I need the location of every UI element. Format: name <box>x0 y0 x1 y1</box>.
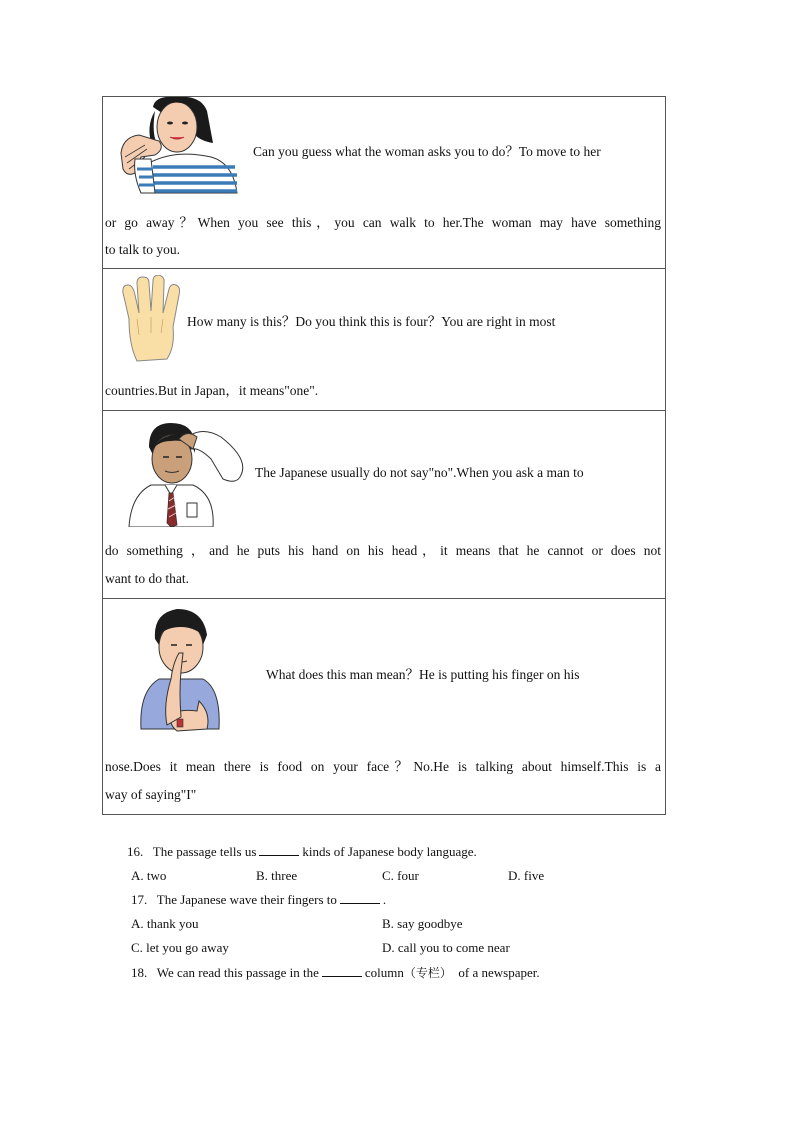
row-4-line-2: nose.Does it mean there is food on your face？No.He is talking about himself.This is a <box>105 759 661 774</box>
woman-gesture-illustration <box>115 97 241 197</box>
man-pointing-to-nose-illustration <box>137 605 223 743</box>
stem-text: of a newspaper. <box>458 965 540 980</box>
chinese-annotation: （专栏） <box>403 966 452 980</box>
option-d[interactable]: D. call you to come near <box>382 940 510 955</box>
answer-blank <box>340 892 380 904</box>
question-number: 18. <box>131 965 148 980</box>
stem-text: The Japanese wave their fingers to <box>156 892 337 907</box>
row-1-line-3: to talk to you. <box>105 242 180 257</box>
answer-blank <box>259 844 299 856</box>
option-b[interactable]: B. say goodbye <box>382 916 463 931</box>
stem-text: kinds of Japanese body language. <box>302 844 477 859</box>
question-18-stem <box>131 964 540 982</box>
passage-row-4 <box>103 599 665 814</box>
row-3-line-2: do something ，and he puts his hand on his head，it means that he cannot or does not <box>105 543 661 558</box>
option-c[interactable]: C. four <box>382 868 419 883</box>
passage-row-1 <box>103 97 665 269</box>
stem-text: . <box>382 892 387 907</box>
passage-row-3 <box>103 411 665 599</box>
row-2-line-2: countries.But in Japan，it means"one". <box>105 383 319 398</box>
option-c[interactable]: C. let you go away <box>131 940 229 955</box>
stem-text: The passage tells us <box>152 844 257 859</box>
question-16-stem <box>127 843 477 861</box>
option-a[interactable]: A. two <box>131 868 167 883</box>
row-4-line-3: way of saying"I" <box>105 787 197 802</box>
option-a[interactable]: A. thank you <box>131 916 199 931</box>
row-4-line-1: What does this man mean？He is putting his finger on his <box>266 667 580 682</box>
question-number: 17. <box>131 892 148 907</box>
option-d[interactable]: D. five <box>508 868 545 883</box>
row-3-line-1: The Japanese usually do not say"no".When you ask a man to <box>255 465 584 480</box>
question-17-stem <box>131 891 386 909</box>
row-1-line-1: Can you guess what the woman asks you to do？To move to her <box>253 144 601 159</box>
four-fingers-hand-illustration <box>115 275 185 365</box>
stem-text: We can read this passage in the <box>156 965 319 980</box>
row-3-line-3: want to do that. <box>105 571 189 586</box>
row-2-line-1: How many is this？Do you think this is four？You are right in most <box>187 314 556 329</box>
answer-blank <box>322 965 362 977</box>
reading-passage-table <box>102 96 666 815</box>
option-b[interactable]: B. three <box>256 868 298 883</box>
passage-row-2 <box>103 269 665 411</box>
man-hand-on-head-illustration <box>121 419 249 527</box>
row-1-line-2: or go away？When you see this，you can walk to her.The woman may have something <box>105 215 661 230</box>
stem-text: column <box>364 965 404 980</box>
question-number: 16. <box>127 844 144 859</box>
